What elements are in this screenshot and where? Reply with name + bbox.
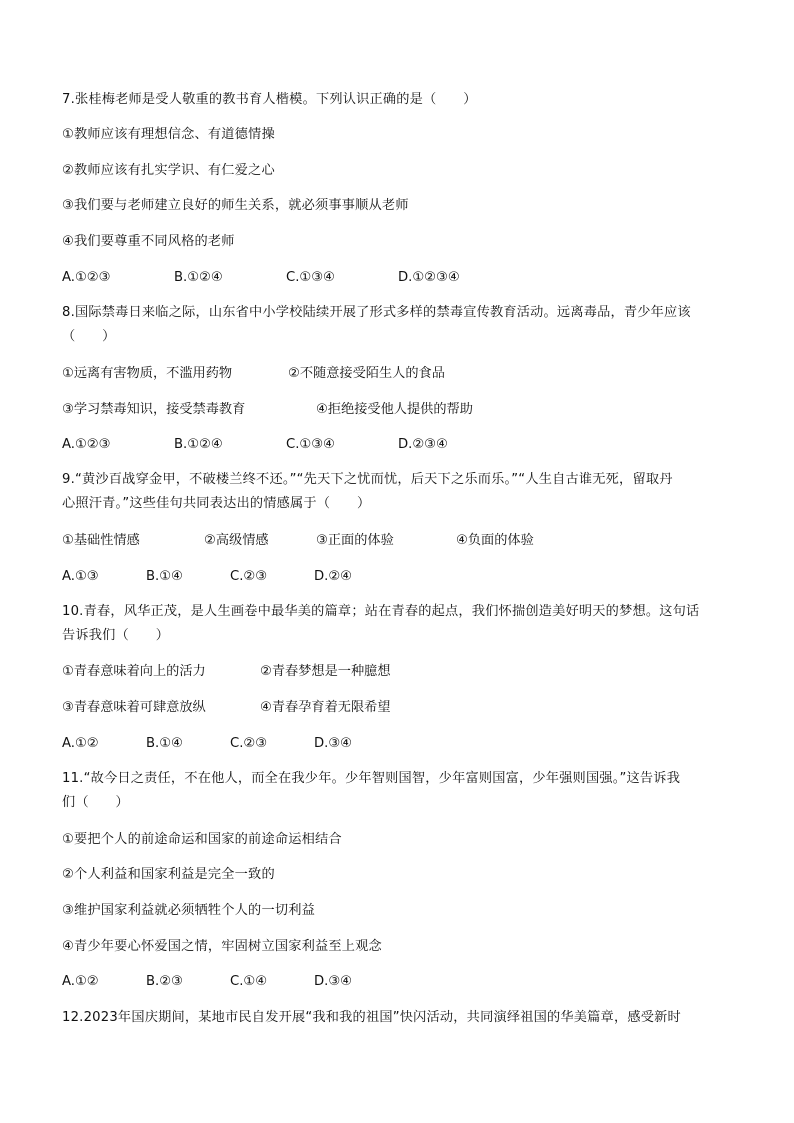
question-10-items-row-2	[62, 698, 742, 718]
question-10-stem: 10.青春，风华正茂，是人生画卷中最华美的篇章；站在青春的起点，我们怀揣创造美好明天的梦想。这句话	[62, 604, 700, 619]
question-11-item-1: ①要把个人的前途命运和国家的前途命运相结合	[62, 832, 342, 847]
question-11-item-2: ②个人利益和国家利益是完全一致的	[62, 867, 275, 882]
question-8-stem-cont: （ ）	[62, 329, 116, 344]
option-b[interactable]: B.②③	[146, 974, 183, 989]
question-12-stem: 12.2023年国庆期间，某地市民自发开展“我和我的祖国”快闪活动，共同演绎祖国的华美篇章，感受新时	[62, 1010, 681, 1025]
option-d[interactable]: D.③④	[314, 974, 352, 989]
option-a[interactable]: A.①②	[62, 974, 99, 989]
option-d[interactable]: D.③④	[314, 736, 352, 751]
list-item: ③正面的体验	[316, 533, 394, 548]
option-a[interactable]: A.①②③	[62, 270, 111, 285]
option-a[interactable]: A.①③	[62, 569, 99, 584]
option-a[interactable]: A.①②	[62, 736, 99, 751]
question-7-item-1: ①教师应该有理想信念、有道德情操	[62, 127, 275, 142]
option-d[interactable]: D.①②③④	[398, 270, 460, 285]
question-8-options	[62, 435, 742, 455]
option-c[interactable]: C.②③	[230, 736, 268, 751]
list-item: ①青春意味着向上的活力	[62, 664, 206, 679]
list-item: ④拒绝接受他人提供的帮助	[316, 402, 473, 417]
list-item: ②青春梦想是一种臆想	[260, 664, 391, 679]
question-9-stem: 9.“黄沙百战穿金甲，不破楼兰终不还。”“先天下之忧而忧，后天下之乐而乐。”“人生自古谁无死，留取丹	[62, 472, 673, 487]
question-11-stem-cont: 们（ ）	[62, 795, 129, 810]
question-9-options	[62, 567, 742, 587]
question-10-items-row-1	[62, 662, 742, 682]
question-11-item-3: ③维护国家利益就必须牺牲个人的一切利益	[62, 903, 315, 918]
question-9-items-row	[62, 531, 742, 551]
list-item: ②高级情感	[204, 533, 269, 548]
option-d[interactable]: D.②③④	[398, 437, 448, 452]
option-b[interactable]: B.①④	[146, 736, 183, 751]
option-b[interactable]: B.①④	[146, 569, 183, 584]
question-9-stem-cont: 心照汗青。”这些佳句共同表达出的情感属于（ ）	[62, 496, 371, 511]
list-item: ①基础性情感	[62, 533, 140, 548]
question-8-items-row-2	[62, 400, 742, 420]
option-d[interactable]: D.②④	[314, 569, 352, 584]
question-7-options	[62, 268, 742, 288]
question-7-item-4: ④我们要尊重不同风格的老师	[62, 234, 235, 249]
list-item: ④负面的体验	[456, 533, 534, 548]
question-10-options	[62, 734, 742, 754]
question-11-options	[62, 972, 742, 992]
list-item: ①远离有害物质，不滥用药物	[62, 366, 233, 381]
list-item: ③学习禁毒知识，接受禁毒教育	[62, 402, 246, 417]
question-7-item-3: ③我们要与老师建立良好的师生关系，就必须事事顺从老师	[62, 198, 409, 213]
option-c[interactable]: C.①③④	[286, 437, 335, 452]
question-11-item-4: ④青少年要心怀爱国之情，牢固树立国家利益至上观念	[62, 939, 382, 954]
question-8-items-row-1	[62, 364, 742, 384]
option-b[interactable]: B.①②④	[174, 270, 223, 285]
list-item: ②不随意接受陌生人的食品	[288, 366, 445, 381]
option-c[interactable]: C.①③④	[286, 270, 335, 285]
list-item: ④青春孕育着无限希望	[260, 700, 391, 715]
option-c[interactable]: C.①④	[230, 974, 268, 989]
question-7-stem: 7.张桂梅老师是受人敬重的教书育人楷模。下列认识正确的是（ ）	[62, 92, 477, 107]
question-10-stem-cont: 告诉我们（ ）	[62, 628, 170, 643]
question-8-stem: 8.国际禁毒日来临之际，山东省中小学校陆续开展了形式多样的禁毒宣传教育活动。远离毒品，青少年应该	[62, 305, 691, 320]
option-b[interactable]: B.①②④	[174, 437, 223, 452]
question-11-stem: 11.“故今日之责任，不在他人，而全在我少年。少年智则国智，少年富则国富，少年强则国强。”这告诉我	[62, 771, 681, 786]
question-7-item-2: ②教师应该有扎实学识、有仁爱之心	[62, 163, 275, 178]
option-a[interactable]: A.①②③	[62, 437, 111, 452]
option-c[interactable]: C.②③	[230, 569, 268, 584]
list-item: ③青春意味着可肆意放纵	[62, 700, 206, 715]
